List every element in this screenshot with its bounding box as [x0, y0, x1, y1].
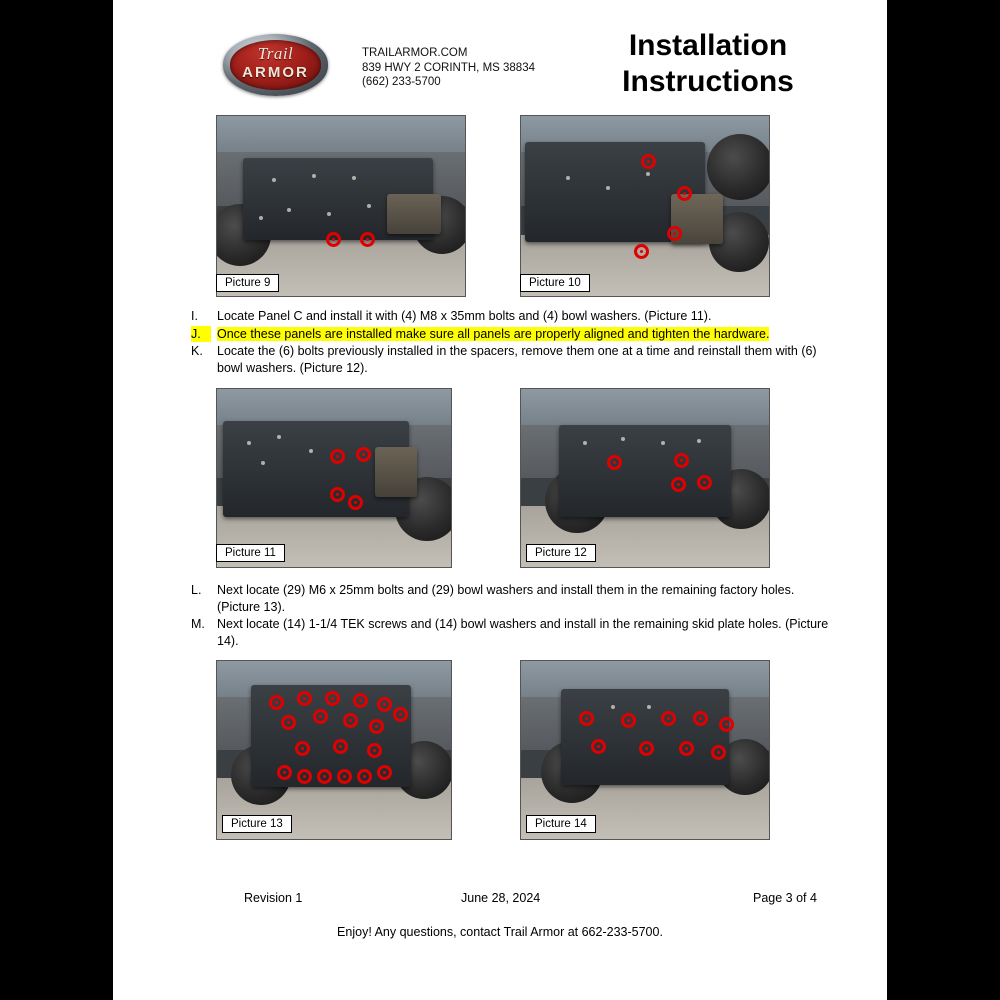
callout-marker: [621, 713, 636, 728]
logo-text-armor: ARMOR: [242, 64, 309, 81]
callout-marker: [317, 769, 332, 784]
callout-marker: [353, 693, 368, 708]
callout-marker: [674, 453, 689, 468]
callout-marker: [591, 739, 606, 754]
footer-date: June 28, 2024: [461, 891, 541, 905]
footer-revision: Revision 1: [244, 891, 303, 905]
callout-marker: [277, 765, 292, 780]
callout-marker: [330, 487, 345, 502]
caption-picture-9: Picture 9: [216, 274, 279, 292]
step-item: [191, 343, 839, 376]
step-label: M.: [191, 617, 205, 631]
callout-marker: [377, 697, 392, 712]
callout-marker: [325, 691, 340, 706]
callout-marker: [337, 769, 352, 784]
steps-list-1: [191, 308, 839, 377]
photo-picture-11: [216, 388, 452, 568]
caption-picture-13: Picture 13: [222, 815, 292, 833]
step-item: [191, 308, 839, 325]
callout-marker: [348, 495, 363, 510]
company-phone: (662) 233-5700: [362, 76, 441, 88]
title-line-1: Installation: [628, 29, 788, 62]
caption-picture-11: Picture 11: [216, 544, 285, 562]
steps-list-2: [191, 582, 839, 650]
company-contact-block: [362, 46, 535, 90]
trail-armor-logo: [223, 34, 328, 96]
title-line-2: Instructions: [622, 65, 794, 98]
callout-marker: [679, 741, 694, 756]
footer-page-number: Page 3 of 4: [753, 891, 817, 905]
caption-picture-12: Picture 12: [526, 544, 596, 562]
callout-marker: [719, 717, 734, 732]
step-label: J.: [191, 326, 211, 343]
photo-picture-14: [520, 660, 770, 840]
callout-marker: [330, 449, 345, 464]
callout-marker: [360, 232, 375, 247]
photo-picture-10: [520, 115, 770, 297]
step-label: I.: [191, 309, 198, 323]
footer-note: Enjoy! Any questions, contact Trail Armor at 662-233-5700.: [337, 925, 663, 939]
callout-marker: [333, 739, 348, 754]
callout-marker: [579, 711, 594, 726]
callout-marker: [313, 709, 328, 724]
step-text: Next locate (14) 1-1/4 TEK screws and (14) bowl washers and install in the remaining skid plate holes. (Picture 14).: [217, 617, 829, 648]
callout-marker: [297, 769, 312, 784]
callout-marker: [326, 232, 341, 247]
callout-marker: [667, 226, 682, 241]
step-text: Next locate (29) M6 x 25mm bolts and (29) bowl washers and install them in the remaining factory holes. (Picture 13).: [217, 583, 795, 614]
callout-marker: [393, 707, 408, 722]
callout-marker: [711, 745, 726, 760]
callout-marker: [343, 713, 358, 728]
callout-marker: [369, 719, 384, 734]
step-item: [191, 326, 839, 343]
photo-picture-13: [216, 660, 452, 840]
company-address: 839 HWY 2 CORINTH, MS 38834: [362, 61, 535, 74]
company-url: TRAILARMOR.COM: [362, 47, 468, 59]
document-page: [113, 0, 887, 1000]
step-label: L.: [191, 583, 202, 597]
photo-picture-9: [216, 115, 466, 297]
step-text: Locate the (6) bolts previously installed in the spacers, remove them one at a time and reinstall them with (6) bowl washers. (Picture 12).: [217, 344, 817, 375]
callout-marker: [357, 769, 372, 784]
logo-text-trail: Trail: [257, 44, 294, 63]
caption-picture-14: Picture 14: [526, 815, 596, 833]
callout-marker: [377, 765, 392, 780]
callout-marker: [661, 711, 676, 726]
callout-marker: [297, 691, 312, 706]
callout-marker: [671, 477, 686, 492]
document-header: [113, 22, 887, 112]
step-label: K.: [191, 344, 203, 358]
caption-picture-10: Picture 10: [520, 274, 590, 292]
callout-marker: [295, 741, 310, 756]
callout-marker: [697, 475, 712, 490]
photo-picture-12: [520, 388, 770, 568]
step-item: [191, 582, 839, 615]
callout-marker: [641, 154, 656, 169]
callout-marker: [281, 715, 296, 730]
callout-marker: [693, 711, 708, 726]
page-title: [543, 28, 873, 100]
callout-marker: [677, 186, 692, 201]
step-text: Locate Panel C and install it with (4) M8 x 35mm bolts and (4) bowl washers. (Picture 11).: [217, 309, 712, 323]
step-item: [191, 616, 839, 649]
callout-marker: [639, 741, 654, 756]
callout-marker: [367, 743, 382, 758]
callout-marker: [607, 455, 622, 470]
callout-marker: [356, 447, 371, 462]
callout-marker: [634, 244, 649, 259]
callout-marker: [269, 695, 284, 710]
step-text: Once these panels are installed make sure all panels are properly aligned and tighten the hardware.: [217, 326, 770, 341]
